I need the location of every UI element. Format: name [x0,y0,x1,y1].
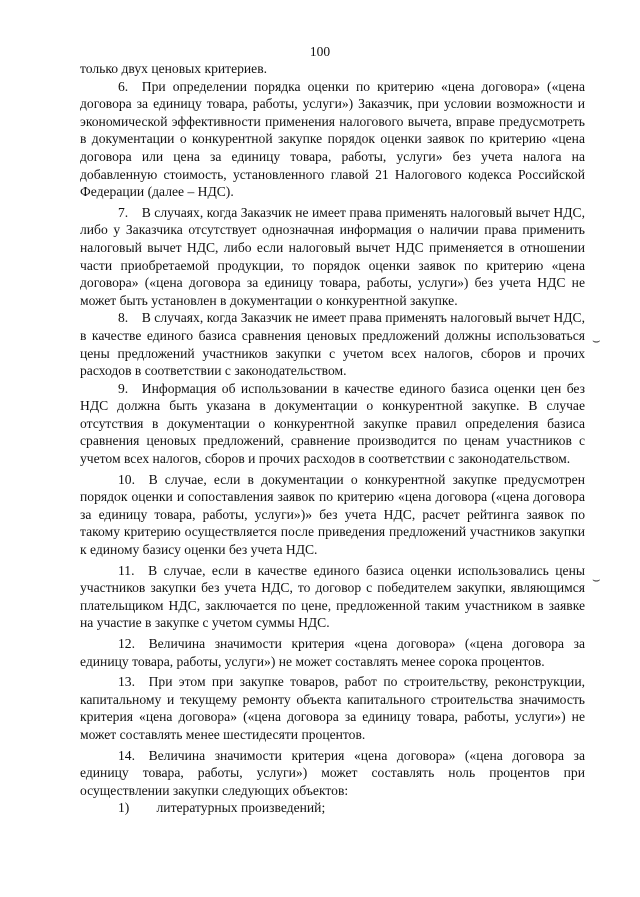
document-body [80,60,585,817]
paragraph-13: 13. При этом при закупке товаров, работ по строительству, реконструкции, капитальному и текущему ремонту объекта капитального строительства значимость критерия «цена договора» («цена договора за единицу товара, работы, услуги») не может составлять менее шестидесяти процентов. [80,674,585,742]
list-item-1: 1) литературных произведений; [118,800,326,816]
paragraph-10: 10. В случае, если в документации о конкурентной закупке предусмотрен порядок оценки и сопоставления заявок по критерию «цена договора («цена договора за единицу товара, работы, услуги»)» без учета НДС, расчет рейтинга заявок по такому критерию осуществляется после приведения предложений участников закупки к единому базису оценки без учета НДС. [80,471,585,558]
margin-mark: ⌣ [592,333,601,348]
margin-mark: ⌣ [592,572,601,587]
paragraph-12: 12. Величина значимости критерия «цена договора» («цена договора за единицу товара, работы, услуги») не может составлять менее сорока процентов. [80,636,585,669]
paragraph-continuation: только двух ценовых критериев. [80,61,268,76]
paragraph-9: 9. Информация об использовании в качестве единого базиса оценки цен без НДС должна быть указана в документации о конкурентной закупке. В случае отсутствия в документации о конкурентной закупке правил определения базиса сравнения ценовых предложений, сравнение производится по ценам участников с учетом всех налогов, сборов и прочих расходов в соответствии с законодательством. [80,380,585,467]
paragraph-7: 7. В случаях, когда Заказчик не имеет права применять налоговый вычет НДС, либо у Заказчика отсутствует однозначная информация о наличии права применить налоговый вычет НДС, либо если налоговый вычет НДС применяется в отношении части приобретаемой продукции, то порядок оценки заявок по критерию «цена договора» («цена договора за единицу товара, работы, услуги») без учета НДС не может быть установлен в документации о конкурентной закупке. [80,204,585,308]
page-number: 100 [309,44,331,59]
paragraph-8: 8. В случаях, когда Заказчик не имеет права применять налоговый вычет НДС, в качестве единого базиса сравнения ценовых предложений должны использоваться цены предложений участников закупки с учетом всех налогов, сборов и прочих расходов в соответствии с законодательством. [80,310,585,379]
paragraph-14: 14. Величина значимости критерия «цена договора» («цена договора за единицу товара, работы, услуги») может составлять ноль процентов при осуществлении закупки следующих объектов: [80,747,585,798]
paragraph-11: 11. В случае, если в качестве единого базиса оценки использовались цены участников закупки без учета НДС, то договор с победителем закупки, являющимся плательщиком НДС, заключается по цене, предложенной таким участником в заявке на участие в закупке с учетом суммы НДС. [80,562,585,631]
paragraph-6: 6. При определении порядка оценки по критерию «цена договора» («цена договора за единицу товара, работы, услуги») Заказчик, при условии возможности и экономической эффективности применения налогового вычета, вправе предусмотреть в документации о конкурентной закупке порядок оценки заявок по критерию «цена договора или цена за единицу товара, работы, услуги» без учета налога на добавленную стоимость, установленного главой 21 Налогового кодекса Российской Федерации (далее – НДС). [80,78,585,200]
